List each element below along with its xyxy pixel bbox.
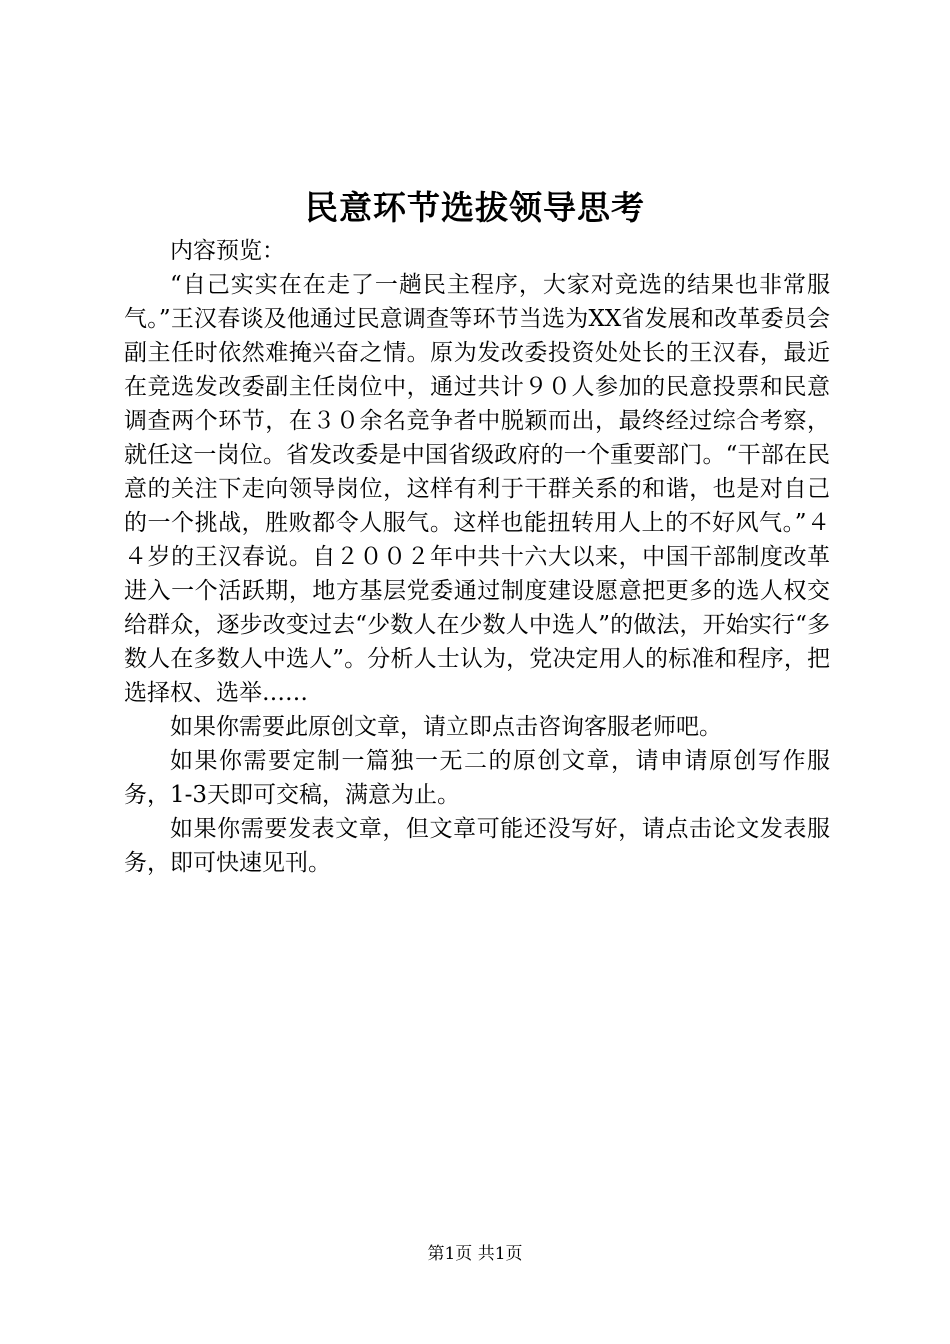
document-title: 民意环节选拔领导思考	[305, 188, 645, 227]
service-note-custom-writing: 如果你需要定制一篇独一无二的原创文章，请申请原创写作服务，1-3天即可交稿，满意为止。	[124, 748, 830, 808]
service-note-consult: 如果你需要此原创文章，请立即点击咨询客服老师吧。	[170, 714, 722, 740]
preview-label: 内容预览：	[170, 238, 285, 264]
page-footer: 第1页 共1页	[427, 1244, 523, 1264]
article-paragraph: “自己实实在在走了一趟民主程序，大家对竞选的结果也非常服气。”王汉春谈及他通过民意调查等环节当选为XX省发展和改革委员会副主任时依然难掩兴奋之情。原为发改委投资处处长的王汉春，最近在竞选发改委副主任岗位中，通过共计９０人参加的民意投票和民意调查两个环节，在３０余名竞争者中脱颖而出，最终经过综合考察，就任这一岗位。省发改委是中国省级政府的一个重要部门。“干部在民意的关注下走向领导岗位，这样有利于干群关系的和谐，也是对自己的一个挑战，胜败都令人服气。这样也能扭转用人上的不好风气。”４４岁的王汉春说。自２００２年中共十六大以来，中国干部制度改革进入一个活跃期，地方基层党委通过制度建设愿意把更多的选人权交给群众，逐步改变过去“少数人在少数人中选人”的做法，开始实行“多数人在多数人中选人”。分析人士认为，党决定用人的标准和程序，把选择权、选举……	[124, 272, 830, 706]
document-body	[124, 234, 830, 880]
service-note-publishing: 如果你需要发表文章，但文章可能还没写好，请点击论文发表服务，即可快速见刊。	[124, 816, 830, 876]
